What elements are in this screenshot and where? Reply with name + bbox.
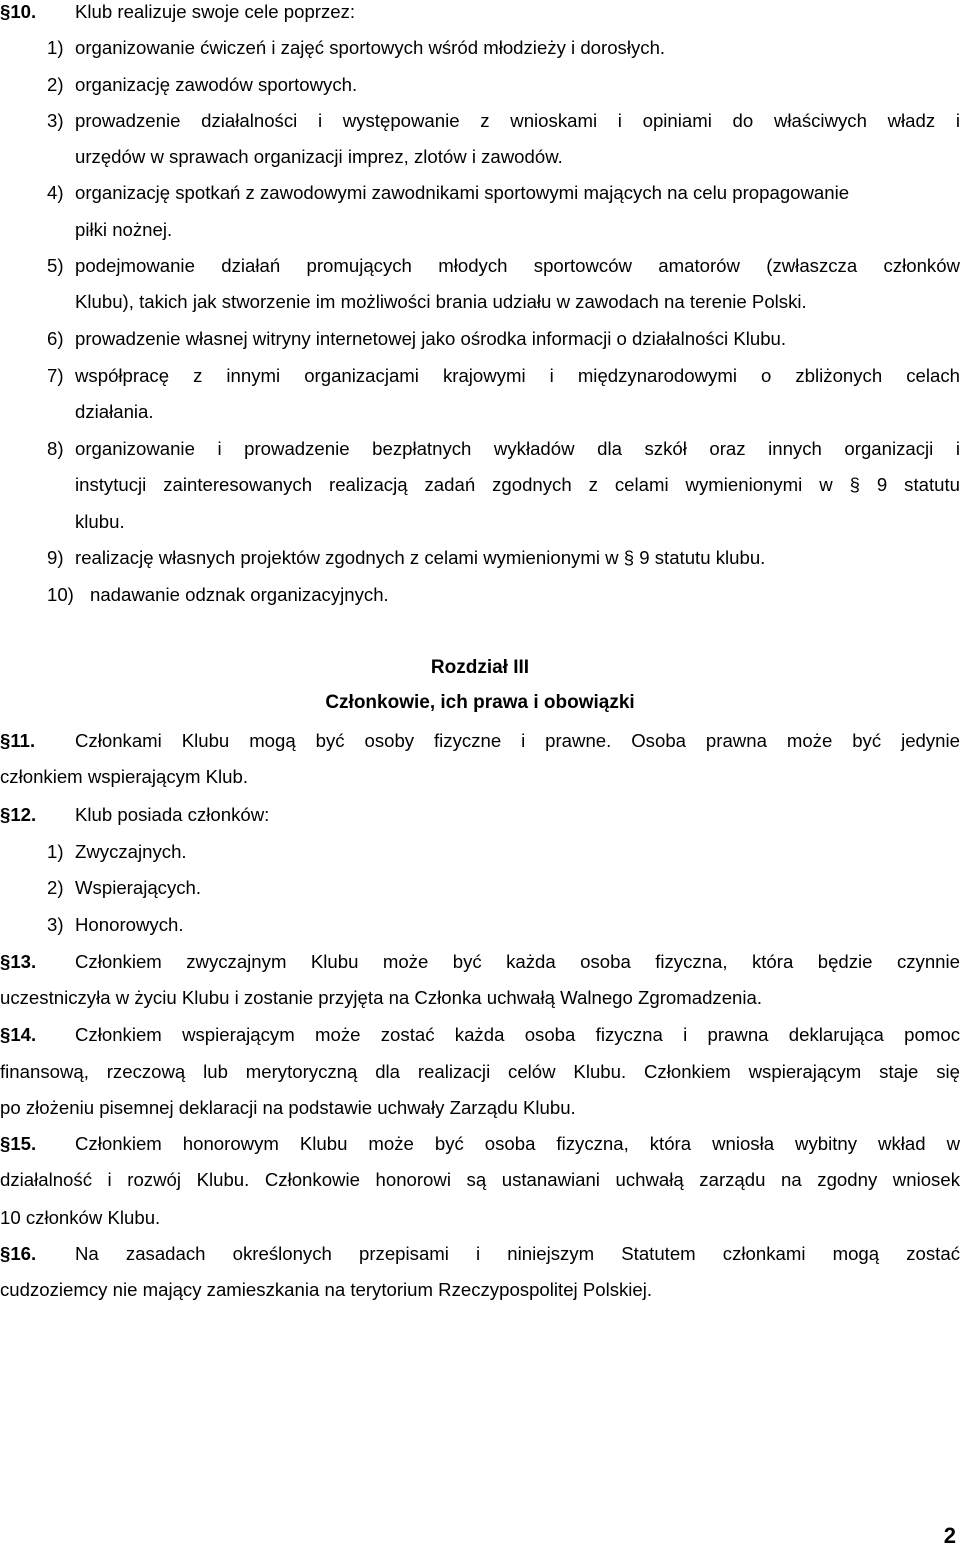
chapter-subtitle: Członkowie, ich prawa i obowiązki bbox=[325, 692, 635, 713]
section-marker: §10. bbox=[0, 1, 37, 22]
list-number: 9) bbox=[47, 547, 64, 568]
list-text: klubu. bbox=[75, 511, 125, 532]
list-number: 5) bbox=[47, 255, 64, 276]
list-text: Honorowych. bbox=[75, 914, 184, 935]
list-text: instytucji zainteresowanych realizacją zadań zgodnych z celami wymienionymi w § 9 statutu bbox=[75, 474, 960, 495]
section-text: Klub realizuje swoje cele poprzez: bbox=[75, 1, 356, 22]
section-marker: §14. bbox=[0, 1024, 37, 1045]
list-number: 2) bbox=[47, 74, 64, 95]
list-number: 8) bbox=[47, 438, 64, 459]
list-text: podejmowanie działań promujących młodych sportowców amatorów (zwłaszcza członków bbox=[75, 255, 960, 276]
section-14-line-2: finansową, rzeczową lub merytoryczną dla realizacji celów Klubu. Członkiem wspierającym staje się bbox=[0, 1061, 960, 1082]
list-text: urzędów w sprawach organizacji imprez, zlotów i zawodów. bbox=[75, 146, 563, 167]
section-marker: §11. bbox=[0, 730, 36, 751]
section-marker: §13. bbox=[0, 951, 37, 972]
section-text: Członkiem honorowym Klubu może być osoba fizyczna, która wniosła wybitny wkład w bbox=[75, 1133, 960, 1154]
section-text: Członkiem wspierającym może zostać każda osoba fizyczna i prawna deklarująca pomoc bbox=[75, 1024, 960, 1045]
list-number: 7) bbox=[47, 365, 64, 386]
list-text: organizowanie ćwiczeń i zajęć sportowych wśród młodzieży i dorosłych. bbox=[75, 37, 666, 58]
list-number: 3) bbox=[47, 914, 64, 935]
list-text: nadawanie odznak organizacyjnych. bbox=[90, 584, 389, 605]
list-text: realizację własnych projektów zgodnych z celami wymienionymi w § 9 statutu klubu. bbox=[75, 547, 766, 568]
list-text: piłki nożnej. bbox=[75, 219, 173, 240]
section-text: Klub posiada członków: bbox=[75, 804, 270, 825]
list-text: organizację zawodów sportowych. bbox=[75, 74, 358, 95]
section-text: członkiem wspierającym Klub. bbox=[0, 766, 249, 787]
list-number: 3) bbox=[47, 110, 64, 131]
list-number: 10) bbox=[47, 584, 74, 605]
section-marker: §12. bbox=[0, 804, 37, 825]
list-text: działania. bbox=[75, 401, 154, 422]
chapter-title: Rozdział III bbox=[430, 657, 530, 678]
list-text: Zwyczajnych. bbox=[75, 841, 187, 862]
section-marker: §16. bbox=[0, 1243, 37, 1264]
section-text: cudzoziemcy nie mający zamieszkania na terytorium Rzeczypospolitej Polskiej. bbox=[0, 1279, 653, 1300]
section-text: Członkami Klubu mogą być osoby fizyczne i prawne. Osoba prawna może być jedynie bbox=[75, 730, 960, 751]
list-text: organizowanie i prowadzenie bezpłatnych wykładów dla szkół oraz innych organizacji i bbox=[75, 438, 960, 459]
list-number: 2) bbox=[47, 877, 64, 898]
section-text: po złożeniu pisemnej deklaracji na podstawie uchwały Zarządu Klubu. bbox=[0, 1097, 576, 1118]
list-text: Klubu), takich jak stworzenie im możliwości brania udziału w zawodach na terenie Polski. bbox=[75, 291, 807, 312]
section-text: Na zasadach określonych przepisami i niniejszym Statutem członkami mogą zostać bbox=[75, 1243, 960, 1264]
page-number: 2 bbox=[943, 1523, 956, 1548]
list-text: prowadzenie własnej witryny internetowej jako ośrodka informacji o działalności Klubu. bbox=[75, 328, 787, 349]
list-text: prowadzenie działalności i występowanie z wnioskami i opiniami do właściwych władz i bbox=[75, 110, 960, 131]
list-number: 4) bbox=[47, 182, 64, 203]
section-text: 10 członków Klubu. bbox=[0, 1207, 161, 1228]
list-number: 1) bbox=[47, 841, 64, 862]
section-text: uczestniczyła w życiu Klubu i zostanie przyjęta na Członka uchwałą Walnego Zgromadzenia. bbox=[0, 987, 763, 1008]
list-text: Wspierających. bbox=[75, 877, 202, 898]
section-15-line-2: działalność i rozwój Klubu. Członkowie honorowi są ustanawiani uchwałą zarządu na zgodny wniosek bbox=[0, 1169, 960, 1190]
list-number: 6) bbox=[47, 328, 64, 349]
list-number: 1) bbox=[47, 37, 64, 58]
section-marker: §15. bbox=[0, 1133, 37, 1154]
list-text: współpracę z innymi organizacjami krajowymi i międzynarodowymi o zbliżonych celach bbox=[75, 365, 960, 386]
list-text: organizację spotkań z zawodowymi zawodnikami sportowymi mających na celu propagowanie bbox=[75, 182, 850, 203]
section-text: Członkiem zwyczajnym Klubu może być każda osoba fizyczna, która będzie czynnie bbox=[75, 951, 960, 972]
